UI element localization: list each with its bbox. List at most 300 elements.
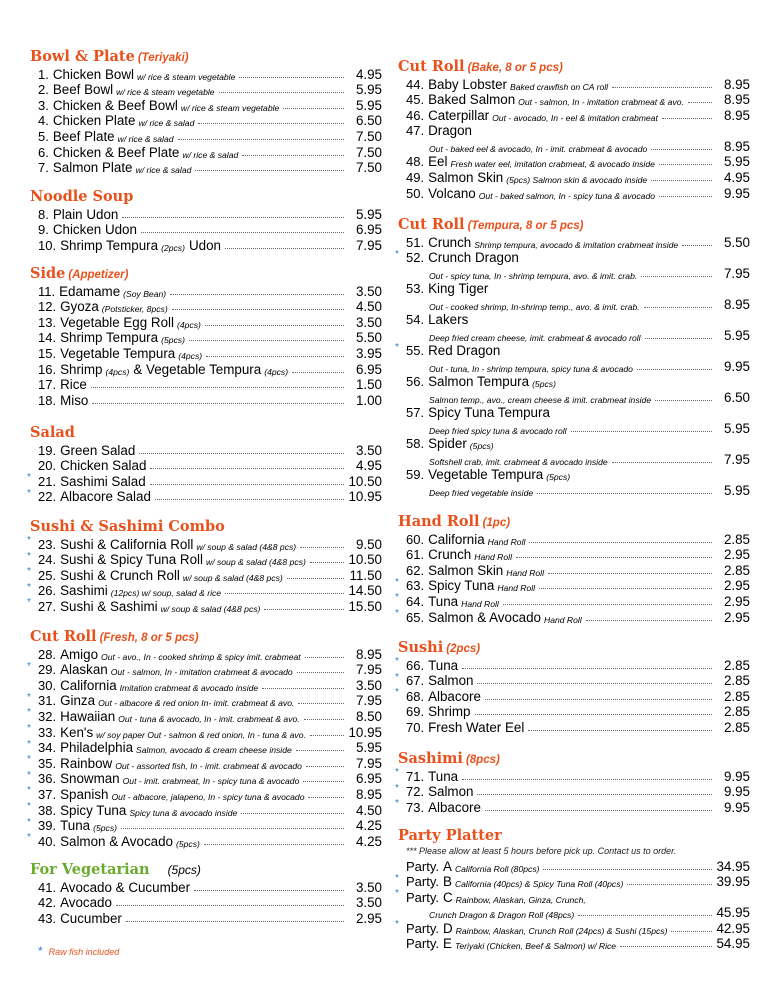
item-number: 5.	[38, 128, 49, 144]
item-line	[398, 436, 750, 452]
item-description: Baked crawfish on CA roll	[509, 81, 609, 92]
item-price: 5.95	[723, 482, 750, 498]
item-number: 35.	[38, 755, 57, 771]
raw-fish-star-icon: *	[27, 597, 31, 609]
item-price: 10.50	[348, 473, 382, 489]
item-name: Philadelphia	[60, 740, 134, 756]
item-description: Salmon, avocado & cream cheese inside	[136, 745, 292, 756]
menu-item	[395, 687, 750, 704]
item-description: Crunch Dragon & Dragon Roll (48pcs)	[429, 910, 575, 921]
item-description: w/ rice & steam vegetable	[116, 87, 215, 98]
menu-item	[395, 341, 750, 374]
item-number: Party.	[406, 889, 439, 905]
dot-leader	[485, 810, 712, 811]
dot-leader	[548, 573, 712, 574]
dot-leader	[189, 340, 344, 341]
item-price: 5.95	[723, 420, 750, 436]
section-title	[30, 265, 382, 283]
item-number: 73.	[406, 799, 425, 815]
menu-item	[30, 910, 382, 926]
menu-item	[30, 442, 382, 458]
menu-item	[27, 566, 382, 583]
section-title	[30, 424, 382, 442]
item-price: 8.95	[723, 107, 750, 123]
menu-item	[398, 531, 750, 547]
menu-item	[27, 832, 382, 849]
menu-section	[395, 216, 750, 498]
item-line	[398, 250, 750, 266]
dot-leader	[121, 828, 344, 829]
menu-item	[398, 719, 750, 735]
section-name: Hand Roll	[398, 513, 480, 530]
item-number: 52.	[406, 250, 425, 266]
item-description: Shrimp tempura, avocado & imitation crabmeat inside	[474, 239, 679, 250]
item-name: Caterpillar	[428, 107, 490, 123]
item-number: 70.	[406, 719, 425, 735]
dot-leader	[659, 164, 712, 165]
item-price: 8.95	[723, 138, 750, 154]
menu-item	[30, 330, 382, 346]
menu-section	[30, 188, 382, 253]
item-name: Salmon Tempura	[428, 374, 530, 390]
item-price: 8.95	[723, 296, 750, 312]
item-name: E	[443, 936, 452, 952]
item-description: (12pcs) w/ soup, salad & rice	[110, 588, 222, 599]
item-name: Shrimp Tempura	[60, 330, 159, 346]
item-description: California (40pcs) & Spicy Tuna Roll (40pcs)	[454, 879, 624, 890]
menu-item	[395, 767, 750, 784]
menu-item	[398, 234, 750, 250]
item-line	[398, 265, 750, 281]
item-price: 9.50	[355, 536, 382, 552]
item-price: 2.95	[355, 910, 382, 926]
item-description: (Soy Bean)	[123, 288, 167, 299]
menu-item	[27, 785, 382, 802]
item-price: 2.85	[723, 704, 750, 720]
dot-leader	[298, 703, 344, 704]
item-name: Salmon Skin	[428, 562, 504, 578]
menu-item	[398, 123, 750, 154]
raw-fish-star-icon: *	[395, 798, 399, 810]
item-description: Out - salmon, In - imitation crabmeat & avo.	[518, 97, 684, 108]
item-price: 7.50	[355, 128, 382, 144]
item-price: 2.95	[723, 593, 750, 609]
item-number: 12.	[38, 299, 57, 315]
item-description: Softshell crab, imit. crabmeat & avocado inside	[429, 456, 608, 467]
item-line	[398, 467, 750, 483]
item-line	[398, 405, 750, 421]
item-price: 5.95	[723, 327, 750, 343]
dot-leader	[645, 338, 712, 339]
item-description: w/ soup & salad (4&8 pcs)	[196, 541, 297, 552]
menu-section	[30, 265, 382, 408]
dot-leader	[150, 484, 344, 485]
item-name: California	[428, 531, 485, 547]
item-description: Hand Roll	[487, 536, 526, 547]
item-name: Sushi & Spicy Tuna Roll	[60, 552, 203, 568]
item-price: 4.95	[723, 169, 750, 185]
item-name: Rice	[60, 377, 87, 393]
item-price: 6.95	[355, 222, 382, 238]
raw-fish-legend	[38, 944, 119, 958]
menu-item	[27, 722, 382, 740]
dot-leader	[655, 400, 712, 401]
raw-fish-star-icon: *	[395, 576, 399, 588]
section-name: Side	[30, 265, 66, 282]
item-description: Hand Roll	[497, 583, 536, 594]
section-subtitle: (2pcs)	[446, 643, 481, 655]
item-number: 46.	[406, 107, 425, 123]
raw-fish-star-icon: *	[27, 738, 31, 750]
item-number: 2.	[38, 82, 49, 98]
menu-item	[27, 472, 382, 489]
item-description: (5pcs)	[93, 823, 117, 834]
dot-leader	[178, 139, 344, 140]
raw-fish-star-icon: *	[27, 472, 31, 484]
menu-item	[395, 592, 750, 609]
menu-item	[30, 144, 382, 160]
item-description: (5pcs)	[175, 838, 200, 849]
dot-leader	[194, 890, 344, 891]
item-name: King Tiger	[428, 281, 489, 297]
item-price: 6.95	[355, 771, 382, 787]
raw-fish-star-icon: *	[27, 550, 31, 562]
item-line	[398, 374, 750, 390]
item-line	[398, 343, 750, 359]
dot-leader	[283, 108, 344, 109]
item-description: w/ rice & salad	[138, 118, 195, 129]
item-name: Crunch Dragon	[428, 250, 519, 266]
item-name: Avocado & Cucumber	[60, 879, 191, 895]
item-description: (5pcs)	[161, 335, 185, 346]
menu-item	[30, 646, 382, 662]
item-name: Salmon & Avocado	[60, 833, 173, 849]
item-price: 8.95	[723, 76, 750, 92]
item-name: Salmon	[428, 673, 474, 689]
item-name: Sashimi Salad	[60, 473, 146, 489]
dot-leader	[310, 735, 344, 736]
item-number: 27.	[38, 598, 57, 614]
item-name: Red Dragon	[428, 343, 501, 359]
raw-fish-star-icon: *	[395, 888, 399, 900]
item-description: w/ soup & salad (4&8 pcs)	[205, 557, 306, 568]
item-description: Deep fried cream cheese, imit. crabmeat & avocado roll	[429, 332, 641, 343]
menu-item	[395, 782, 750, 800]
item-number: 38.	[38, 802, 57, 818]
item-name: Alaskan	[60, 662, 108, 678]
item-number: 40.	[38, 833, 57, 849]
item-price: 6.95	[355, 361, 382, 377]
item-name: Albacore	[428, 688, 481, 704]
item-price: 7.95	[355, 237, 382, 253]
item-number: 6.	[38, 144, 49, 160]
dot-leader	[139, 453, 344, 454]
item-price: 39.95	[716, 874, 750, 890]
dot-leader	[287, 578, 344, 579]
menu-item	[30, 222, 382, 238]
item-description: w/ soup & salad (4&8 pcs)	[182, 572, 283, 583]
item-price: 3.50	[355, 879, 382, 895]
item-price: 7.95	[355, 755, 382, 771]
dot-leader	[116, 905, 344, 906]
item-name: Sushi & Crunch Roll	[60, 567, 180, 583]
item-number: Party.	[406, 874, 439, 890]
section-name: Cut Roll	[398, 58, 465, 75]
item-name: Chicken Plate	[52, 113, 136, 129]
menu-section	[27, 628, 382, 849]
item-line	[398, 296, 750, 312]
item-name: Spicy Tuna	[428, 578, 495, 594]
section-name: For Vegetarian	[30, 861, 150, 878]
dot-leader	[303, 781, 344, 782]
menu-item	[398, 858, 750, 874]
item-description: Fresh water eel, imitation crabmeat, & avocado inside	[450, 159, 655, 170]
item-name: Shrimp Tempura	[60, 237, 159, 253]
item-price: 14.50	[348, 583, 382, 599]
item-number: 39.	[38, 818, 57, 834]
item-price: 8.95	[355, 786, 382, 802]
item-price: 9.95	[723, 784, 750, 800]
item-name: Tuna	[428, 768, 459, 784]
menu-item	[395, 656, 750, 673]
item-number: 43.	[38, 910, 57, 926]
menu-item	[398, 562, 750, 578]
item-number: 53.	[406, 281, 425, 297]
section-title	[30, 628, 382, 646]
menu-item	[30, 82, 382, 98]
raw-fish-star-icon: *	[27, 707, 31, 719]
dot-leader	[682, 245, 712, 246]
item-number: 57.	[406, 405, 425, 421]
menu-item	[398, 169, 750, 185]
item-description: Out - avocado, In - eel & imitation crabmeat	[492, 112, 658, 123]
menu-item	[395, 798, 750, 815]
item-description: (4pcs)	[178, 350, 203, 361]
item-name: Snowman	[60, 771, 120, 787]
item-name: Salmon & Avocado	[428, 609, 541, 625]
item-number: 8.	[38, 206, 49, 222]
dot-leader	[155, 499, 344, 500]
menu-item	[398, 374, 750, 405]
item-price: 2.85	[723, 562, 750, 578]
dot-leader	[578, 915, 712, 916]
item-price: 5.95	[355, 97, 382, 113]
raw-fish-star-icon: *	[395, 656, 399, 667]
item-description: Out - albacore, jalapeno, In - spicy tuna & avocado	[111, 791, 305, 802]
item-number: 23.	[38, 536, 57, 552]
item-name: Baby Lobster	[428, 76, 507, 92]
section-name: Sashimi	[398, 750, 463, 767]
raw-fish-star-icon: *	[27, 769, 31, 781]
item-number: 51.	[406, 234, 425, 250]
item-description: Out - albacore & red onion In- imit. crabmeat & avo.	[98, 698, 295, 709]
menu-item	[30, 283, 382, 299]
item-price: 15.50	[348, 598, 382, 614]
dot-leader	[641, 276, 712, 277]
item-description: Out - tuna, In - shrimp tempura, spicy tuna & avocado	[429, 363, 633, 374]
item-name: Shrimp	[428, 704, 471, 720]
item-description: (4pcs)	[105, 366, 130, 377]
menu-item	[27, 487, 382, 505]
item-name: Vegetable Tempura	[428, 467, 544, 483]
dot-leader	[620, 946, 712, 947]
dot-leader	[225, 593, 344, 594]
item-name: Volcano	[428, 185, 476, 201]
item-description: Out - tuna & avocado, In - imit. crabmeat & avo.	[118, 713, 300, 724]
menu-item	[395, 671, 750, 689]
item-number: 21.	[38, 473, 57, 489]
item-name: Miso	[60, 392, 89, 408]
item-name: Spider	[428, 436, 467, 452]
dot-leader	[141, 232, 344, 233]
dot-leader	[688, 102, 712, 103]
item-price: 3.50	[355, 283, 382, 299]
dot-leader	[644, 307, 712, 308]
item-price: 2.85	[723, 688, 750, 704]
item-line	[398, 389, 750, 405]
item-price: 4.50	[355, 802, 382, 818]
dot-leader	[516, 557, 712, 558]
dot-leader	[304, 719, 344, 720]
section-title	[30, 48, 382, 66]
item-name: Gyoza	[60, 299, 99, 315]
raw-fish-star-icon: *	[395, 687, 399, 699]
section-subtitle: (Fresh, 8 or 5 pcs)	[99, 632, 199, 644]
raw-fish-star-icon: *	[27, 535, 31, 546]
item-number: 18.	[38, 392, 57, 408]
raw-fish-star-icon: *	[395, 782, 399, 794]
menu-item	[398, 405, 750, 436]
menu-item	[30, 113, 382, 129]
item-price: 3.95	[355, 345, 382, 361]
item-price: 8.50	[355, 708, 382, 724]
item-line	[398, 451, 750, 467]
item-price: 42.95	[716, 920, 750, 936]
item-name: Albacore Salad	[60, 489, 151, 505]
dot-leader	[586, 620, 712, 621]
item-price: 34.95	[716, 858, 750, 874]
item-price: 1.00	[355, 392, 382, 408]
item-number: 7.	[38, 160, 49, 176]
item-name: Vegetable Egg Roll	[60, 314, 174, 330]
item-price: 2.85	[723, 657, 750, 673]
item-price: 5.95	[355, 206, 382, 222]
order-note: *** Please allow at least 5 hours before pick up. Contact us to order.	[406, 846, 677, 856]
dot-leader	[219, 92, 344, 93]
menu-item	[398, 185, 750, 201]
item-price: 3.50	[355, 677, 382, 693]
item-number: 62.	[406, 562, 425, 578]
menu-item	[398, 281, 750, 312]
item-number: 29.	[38, 662, 57, 678]
raw-fish-star-icon: *	[27, 691, 31, 703]
item-price: 4.95	[355, 66, 382, 82]
dot-leader	[195, 170, 344, 171]
item-line	[398, 482, 750, 498]
section-title	[398, 639, 750, 657]
raw-fish-star-icon: *	[395, 919, 399, 931]
menu-item	[30, 361, 382, 377]
item-number: 64.	[406, 593, 425, 609]
menu-item	[27, 816, 382, 834]
dot-leader	[671, 931, 712, 932]
item-name: Beef Plate	[52, 128, 115, 144]
item-description: Spicy tuna & avocado inside	[129, 807, 238, 818]
raw-fish-star-icon: *	[27, 754, 31, 766]
item-description: w/ rice & salad	[135, 165, 192, 176]
item-price: 5.95	[355, 740, 382, 756]
menu-item	[398, 467, 750, 498]
item-name: Crunch	[428, 547, 472, 563]
section-title	[398, 750, 750, 768]
menu-item	[27, 581, 382, 599]
dot-leader	[225, 248, 344, 249]
section-title	[398, 827, 750, 845]
item-description: w/ rice & steam vegetable	[180, 102, 280, 113]
section-name: Sushi & Sashimi Combo	[30, 518, 225, 535]
menu-item	[30, 677, 382, 693]
menu-item	[27, 738, 382, 756]
item-name: Salmon Skin	[428, 169, 504, 185]
section-name: Party Platter	[398, 827, 502, 844]
item-number: 32.	[38, 708, 57, 724]
item-number: 47.	[406, 123, 425, 139]
menu-item	[398, 547, 750, 563]
dot-leader	[659, 196, 712, 197]
item-price: 11.50	[349, 567, 382, 583]
menu-item	[30, 895, 382, 911]
menu-section	[398, 58, 750, 201]
menu-item	[30, 128, 382, 144]
section-title	[30, 518, 382, 536]
menu-item	[30, 458, 382, 474]
dot-leader	[537, 493, 712, 494]
item-line	[398, 905, 750, 921]
item-number: 4.	[38, 113, 49, 129]
item-price: 4.50	[355, 299, 382, 315]
menu-section	[395, 750, 750, 815]
section-title	[30, 188, 382, 206]
item-description-cont: (4pcs)	[264, 366, 289, 377]
item-name: Ken's	[60, 724, 94, 740]
raw-fish-star-icon: *	[27, 832, 31, 844]
item-number: 59.	[406, 467, 425, 483]
dot-leader	[264, 609, 344, 610]
raw-fish-star-icon: *	[395, 767, 399, 778]
dot-leader	[485, 699, 712, 700]
item-price: 6.50	[355, 113, 382, 129]
item-number: 28.	[38, 646, 57, 662]
menu-item	[30, 160, 382, 176]
item-number: 37.	[38, 786, 57, 802]
item-number: 63.	[406, 578, 425, 594]
dot-leader	[651, 149, 712, 150]
item-number: 24.	[38, 552, 57, 568]
menu-section	[395, 827, 750, 952]
menu-item	[398, 154, 750, 170]
item-description: (5pcs) Salmon skin & avocado inside	[506, 174, 648, 185]
item-name: Tuna	[60, 818, 91, 834]
item-price: 8.95	[355, 646, 382, 662]
item-name: Albacore	[428, 799, 481, 815]
item-description: Hand Roll	[461, 598, 499, 609]
dot-leader	[206, 356, 344, 357]
dot-leader	[651, 180, 712, 181]
section-name: Bowl & Plate	[30, 48, 135, 65]
raw-fish-star-icon: *	[27, 487, 31, 499]
dot-leader	[310, 562, 344, 563]
raw-fish-star-icon: *	[27, 566, 31, 578]
